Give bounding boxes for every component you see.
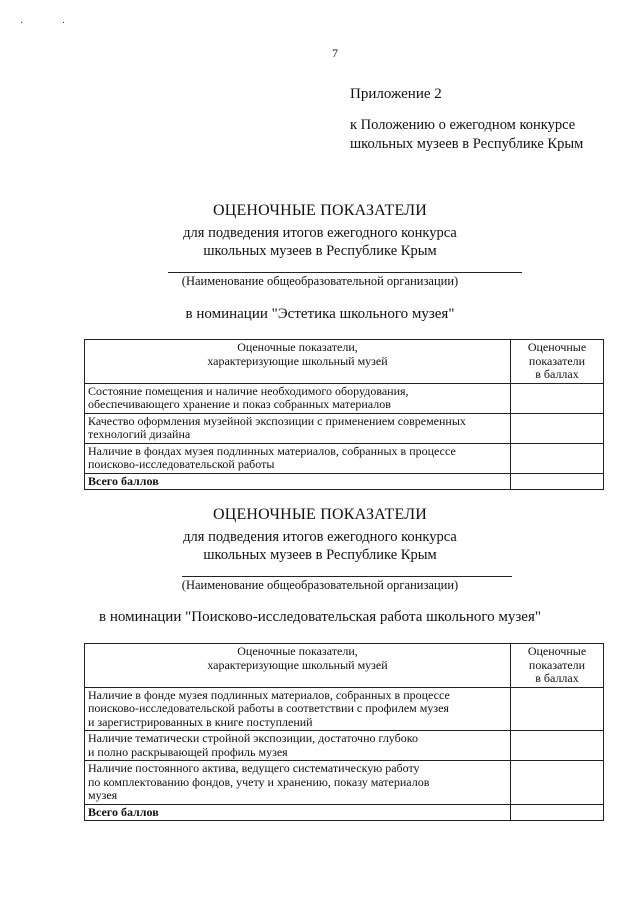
cell-line: и полно раскрывающей профиль музея	[88, 744, 288, 759]
header-line: показатели	[528, 657, 586, 672]
table-row	[85, 731, 604, 761]
column-header-indicators	[85, 340, 511, 384]
cell-line: музея	[88, 788, 118, 802]
cell-line: Качество оформления музейной экспозиции с применением современных	[88, 413, 466, 428]
indicator-cell	[85, 383, 511, 413]
column-header-indicators	[85, 644, 511, 688]
cell-line: технологий дизайна	[88, 427, 191, 441]
scan-marks: · ·	[20, 18, 84, 29]
score-cell[interactable]	[511, 383, 604, 413]
indicator-cell	[85, 731, 511, 761]
section-1-nomination: в номинации "Эстетика школьного музея"	[185, 306, 455, 322]
appendix-title: Приложение 2	[350, 86, 442, 102]
table-row	[85, 443, 604, 473]
total-label: Всего баллов	[85, 804, 511, 821]
cell-line: по комплектованию фондов, учету и хранению, показу материалов	[88, 774, 430, 789]
score-cell[interactable]	[511, 687, 604, 731]
column-header-score	[511, 644, 604, 688]
score-cell[interactable]	[511, 413, 604, 443]
table-row	[85, 413, 604, 443]
cell-line: и зарегистрированных в книге поступлений	[88, 714, 313, 729]
table-total-row	[85, 804, 604, 821]
score-cell[interactable]	[511, 443, 604, 473]
cell-line: Наличие постоянного актива, ведущего систематическую работу	[88, 761, 420, 775]
total-label: Всего баллов	[85, 473, 511, 490]
table-row	[85, 687, 604, 731]
section-2-table	[84, 643, 604, 821]
table-header-row	[85, 644, 604, 688]
cell-line: обеспечивающего хранение и показ собранных материалов	[88, 397, 391, 411]
header-line: в баллах	[535, 367, 579, 381]
appendix-subtitle-line: школьных музеев в Республике Крым	[350, 136, 584, 152]
section-2-subtitle	[0, 528, 640, 564]
section-1-subtitle-line: для подведения итогов ежегодного конкурса	[183, 225, 457, 241]
header-line: показатели	[528, 353, 586, 368]
cell-line: Состояние помещения и наличие необходимого оборудования,	[88, 383, 409, 398]
header-line: Оценочные	[527, 340, 587, 354]
column-header-score	[511, 340, 604, 384]
section-1-org-caption: (Наименование общеобразовательной организации)	[181, 274, 459, 288]
header-line: Оценочные	[527, 644, 587, 658]
section-2-subtitle-line: для подведения итогов ежегодного конкурса	[183, 529, 457, 545]
section-2-nomination: в номинации "Поисково-исследовательская работа школьного музея"	[99, 609, 541, 625]
indicator-cell	[85, 687, 511, 731]
cell-line: поисково-исследовательской работы	[88, 457, 275, 471]
indicator-cell	[85, 443, 511, 473]
table-row	[85, 761, 604, 805]
appendix-subtitle-line: к Положению о ежегодном конкурсе	[350, 117, 576, 133]
org-name-line	[182, 576, 512, 577]
section-2-subtitle-line: школьных музеев в Республике Крым	[203, 547, 437, 563]
header-line: характеризующие школьный музей	[207, 353, 388, 368]
indicator-cell	[85, 413, 511, 443]
score-cell[interactable]	[511, 761, 604, 805]
cell-line: Наличие в фондах музея подлинных материалов, собранных в процессе	[88, 443, 456, 458]
score-cell[interactable]	[511, 731, 604, 761]
table-row	[85, 383, 604, 413]
header-line: характеризующие школьный музей	[207, 657, 388, 672]
header-line: в баллах	[535, 671, 579, 685]
total-score-cell[interactable]	[511, 473, 604, 490]
org-name-line	[168, 272, 522, 273]
table-total-row	[85, 473, 604, 490]
section-2-org-caption: (Наименование общеобразовательной организации)	[181, 578, 459, 592]
cell-line: Наличие в фонде музея подлинных материалов, собранных в процессе	[88, 687, 450, 702]
cell-line: Наличие тематически стройной экспозиции, достаточно глубоко	[88, 731, 418, 745]
section-2-title: ОЦЕНОЧНЫЕ ПОКАЗАТЕЛИ	[212, 506, 428, 523]
total-score-cell[interactable]	[511, 804, 604, 821]
header-line: Оценочные показатели,	[237, 340, 358, 354]
header-line: Оценочные показатели,	[237, 644, 358, 658]
section-1-subtitle	[0, 224, 640, 260]
section-1-table	[84, 339, 604, 490]
cell-line: поисково-исследовательской работы в соответствии с профилем музея	[88, 701, 449, 715]
section-1-subtitle-line: школьных музеев в Республике Крым	[203, 243, 437, 259]
appendix-subtitle	[350, 116, 583, 154]
table-header-row	[85, 340, 604, 384]
page-number: 7	[332, 46, 338, 60]
indicator-cell	[85, 761, 511, 805]
section-1-title: ОЦЕНОЧНЫЕ ПОКАЗАТЕЛИ	[212, 202, 428, 219]
